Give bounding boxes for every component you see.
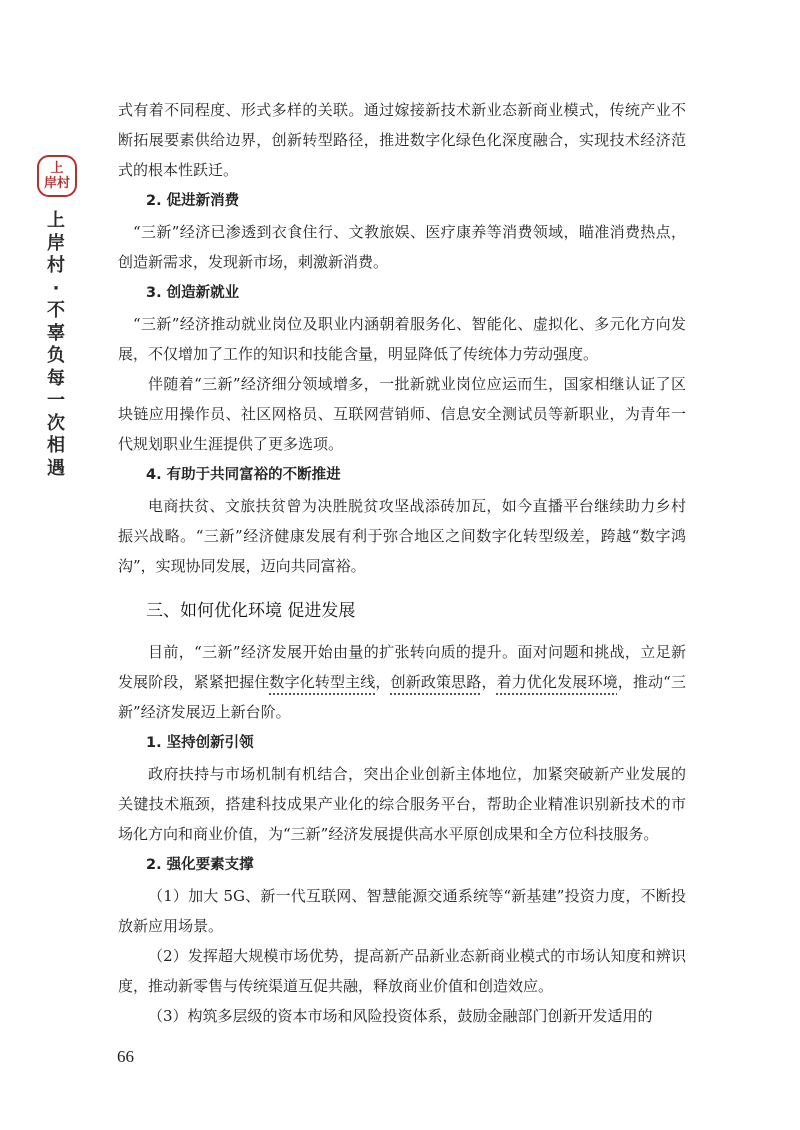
slogan-char: · <box>52 277 60 299</box>
vertical-slogan <box>44 210 68 480</box>
slogan-char: 村 <box>47 255 65 276</box>
separator: ， <box>481 673 497 691</box>
heading-factor-support: 2. 强化要素支撑 <box>146 857 254 873</box>
paragraph-section-intro <box>118 637 686 727</box>
slogan-char: 不 <box>47 300 65 321</box>
seal-char-top: 上 <box>50 161 64 176</box>
paragraph-new-consumption: “三新”经济已渗透到衣食住行、文教旅娱、医疗康养等消费领域，瞄准消费热点，创造新需求，发现新市场，刺激新消费。 <box>118 223 686 271</box>
paragraph-factor-1: （1）加大 5G、新一代互联网、智慧能源交通系统等“新基建”投资力度，不断投放新应用场景。 <box>118 887 686 935</box>
slogan-char: 相 <box>47 435 65 456</box>
slogan-char: 负 <box>47 345 65 366</box>
heading-innovation: 1. 坚持创新引领 <box>146 735 254 751</box>
section-intro-text-a: 目前，“三新”经济发展开始由量的扩张转向质的提升。面对问题和挑战，立足新发展阶段，紧紧把握住 <box>118 643 686 691</box>
paragraph-intro: 式有着不同程度、形式多样的关联。通过嫁接新技术新业态新商业模式，传统产业不断拓展要素供给边界，创新转型路径，推进数字化绿色化深度融合，实现技术经济范式的根本性跃迁。 <box>118 101 686 179</box>
emphasis-policy-innovation: 创新政策思路 <box>390 673 482 691</box>
emphasis-digital-transformation: 数字化转型主线 <box>269 673 376 691</box>
slogan-char: 上 <box>47 210 65 231</box>
paragraph-innovation: 政府扶持与市场机制有机结合，突出企业创新主体地位，加紧突破新产业发展的关键技术瓶颈，搭建科技成果产业化的综合服务平台，帮助企业精准识别新技术的市场化方向和商业价值，为“三新”经济发展提供高水平原创成果和全方位科技服务。 <box>118 765 686 843</box>
emphasis-optimize-environment: 着力优化发展环境 <box>496 673 618 691</box>
paragraph-factor-3: （3）构筑多层级的资本市场和风险投资体系，鼓励金融部门创新开发适用的 <box>148 1007 653 1025</box>
paragraph-common-prosperity: 电商扶贫、文旅扶贫曾为决胜脱贫攻坚战添砖加瓦，如今直播平台继续助力乡村振兴战略。“三新”经济健康发展有利于弥合地区之间数字化转型级差，跨越“数字鸿沟”，实现协同发展，迈向共同富裕。 <box>118 497 686 575</box>
slogan-char: 岸 <box>47 232 65 254</box>
heading-new-employment: 3. 创造新就业 <box>146 285 240 301</box>
section-intro-text-b: ，推动“三新”经济发展迈上新台阶。 <box>118 673 686 721</box>
paragraph-factor-2: （2）发挥超大规模市场优势，提高新产品新业态新商业模式的市场认知度和辨识度，推动新零售与传统渠道互促共融，释放商业价值和创造效应。 <box>118 947 686 995</box>
heading-new-consumption: 2. 促进新消费 <box>146 193 240 209</box>
slogan-char: 每 <box>47 367 65 389</box>
separator: ， <box>375 673 391 691</box>
slogan-char: 遇 <box>47 457 65 479</box>
heading-common-prosperity: 4. 有助于共同富裕的不断推进 <box>146 467 341 483</box>
page-number: 66 <box>117 1047 134 1066</box>
paragraph-employment-1: “三新”经济推动就业岗位及职业内涵朝着服务化、智能化、虚拟化、多元化方向发展，不仅增加了工作的知识和技能含量，明显降低了传统体力劳动强度。 <box>118 315 686 363</box>
slogan-char: 辜 <box>47 322 65 344</box>
slogan-char: 次 <box>47 412 65 434</box>
section-title: 三、如何优化环境 促进发展 <box>146 601 356 621</box>
seal-char-bottom: 岸村 <box>43 176 70 191</box>
logo-seal <box>37 155 77 197</box>
page-body <box>118 95 686 1031</box>
paragraph-employment-2: 伴随着“三新”经济细分领域增多，一批新就业岗位应运而生，国家相继认证了区块链应用操作员、社区网格员、互联网营销师、信息安全测试员等新职业，为青年一代规划职业生涯提供了更多选项。 <box>118 375 686 453</box>
slogan-char: 一 <box>47 390 65 411</box>
